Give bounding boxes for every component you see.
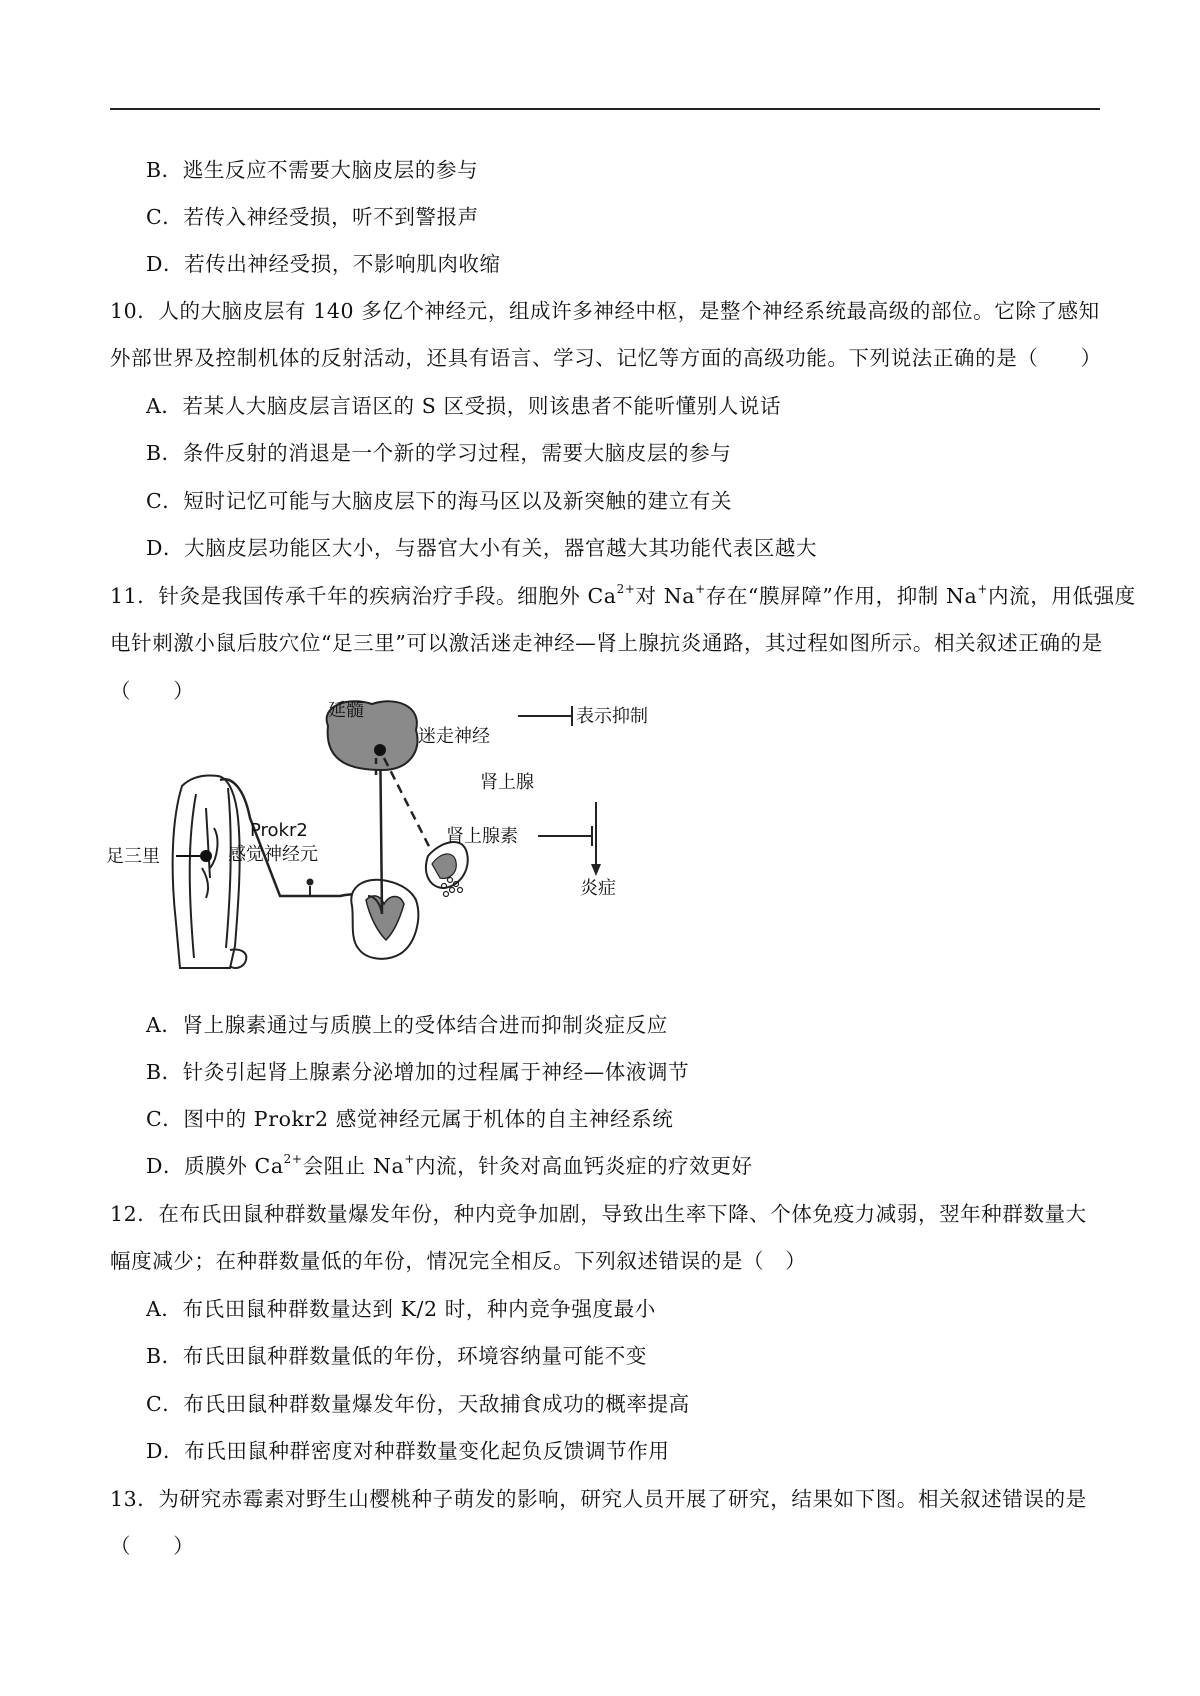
q10-option-c: C．短时记忆可能与大脑皮层下的海马区以及新突触的建立有关 — [146, 489, 732, 513]
label-sensory-neuron: 感觉神经元 — [228, 844, 318, 865]
label-adrenal: 肾上腺 — [480, 772, 534, 793]
q13-stem-line2: （ ） — [110, 1534, 195, 1558]
q11-stem-line3: （ ） — [110, 679, 195, 703]
q10-option-d: D．大脑皮层功能区大小，与器官大小有关，器官越大其功能代表区越大 — [146, 536, 818, 560]
q12-option-d: D．布氏田鼠种群密度对种群数量变化起负反馈调节作用 — [146, 1439, 670, 1463]
zusanli-acupoint — [200, 850, 212, 862]
label-inflammation: 炎症 — [580, 878, 616, 899]
q10-option-a: A．若某人大脑皮层言语区的 S 区受损，则该患者不能听懂别人说话 — [146, 394, 782, 418]
label-vagus: 迷走神经 — [418, 726, 490, 747]
q9-option-d: D．若传出神经受损，不影响肌肉收缩 — [146, 252, 501, 276]
label-epinephrine: 肾上腺素 — [446, 826, 518, 847]
q12-stem-line2: 幅度减少；在种群数量低的年份，情况完全相反。下列叙述错误的是（ ） — [110, 1249, 807, 1273]
q11-stem-line1: 11．针灸是我国传承千年的疾病治疗手段。细胞外 $Ca^{2+}$对 Na+存在“膜屏障”作用，抑制 Na+内流，用低强度 — [110, 582, 1136, 608]
label-prokr2: Prokr2 — [250, 820, 308, 841]
q9-option-b: B．逃生反应不需要大脑皮层的参与 — [146, 158, 479, 182]
q10-stem-line1: 10．人的大脑皮层有 140 多亿个神经元，组成许多神经中枢，是整个神经系统最高级的部位。它除了感知 — [110, 299, 1100, 323]
label-zusanli: 足三里 — [106, 846, 160, 867]
q11-option-c: C．图中的 Prokr2 感觉神经元属于机体的自主神经系统 — [146, 1107, 674, 1131]
q11-option-b: B．针灸引起肾上腺素分泌增加的过程属于神经—体液调节 — [146, 1060, 690, 1084]
mouse-hindlimb — [173, 775, 247, 968]
q11-option-a: A．肾上腺素通过与质膜上的受体结合进而抑制炎症反应 — [146, 1013, 668, 1037]
q9-option-c: C．若传入神经受损，听不到警报声 — [146, 205, 479, 229]
q10-option-b: B．条件反射的消退是一个新的学习过程，需要大脑皮层的参与 — [146, 441, 732, 465]
vagus-adrenal-pathway-figure — [106, 700, 730, 978]
q12-option-a: A．布氏田鼠种群数量达到 K/2 时，种内竞争强度最小 — [146, 1297, 656, 1321]
header-rule — [110, 108, 1100, 110]
label-legend: 表示抑制 — [576, 706, 648, 727]
label-medulla: 延髓 — [328, 700, 364, 721]
q12-stem-line1: 12．在布氏田鼠种群数量爆发年份，种内竞争加剧，导致出生率下降、个体免疫力减弱，翌年种群数量大 — [110, 1202, 1087, 1226]
q11-option-d: D．质膜外 $Ca^{2+}$会阻止 Na+内流，针灸对高血钙炎症的疗效更好 — [146, 1152, 753, 1178]
q10-stem-line2: 外部世界及控制机体的反射活动，还具有语言、学习、记忆等方面的高级功能。下列说法正确的是（ ） — [110, 346, 1102, 370]
q11-stem-line2: 电针刺激小鼠后肢穴位“足三里”可以激活迷走神经—肾上腺抗炎通路，其过程如图所示。相关叙述正确的是 — [110, 631, 1103, 655]
q13-stem-line1: 13．为研究赤霉素对野生山樱桃种子萌发的影响，研究人员开展了研究，结果如下图。相关叙述错误的是 — [110, 1487, 1087, 1511]
q12-option-c: C．布氏田鼠种群数量爆发年份，天敌捕食成功的概率提高 — [146, 1392, 690, 1416]
q12-option-b: B．布氏田鼠种群数量低的年份，环境容纳量可能不变 — [146, 1344, 647, 1368]
